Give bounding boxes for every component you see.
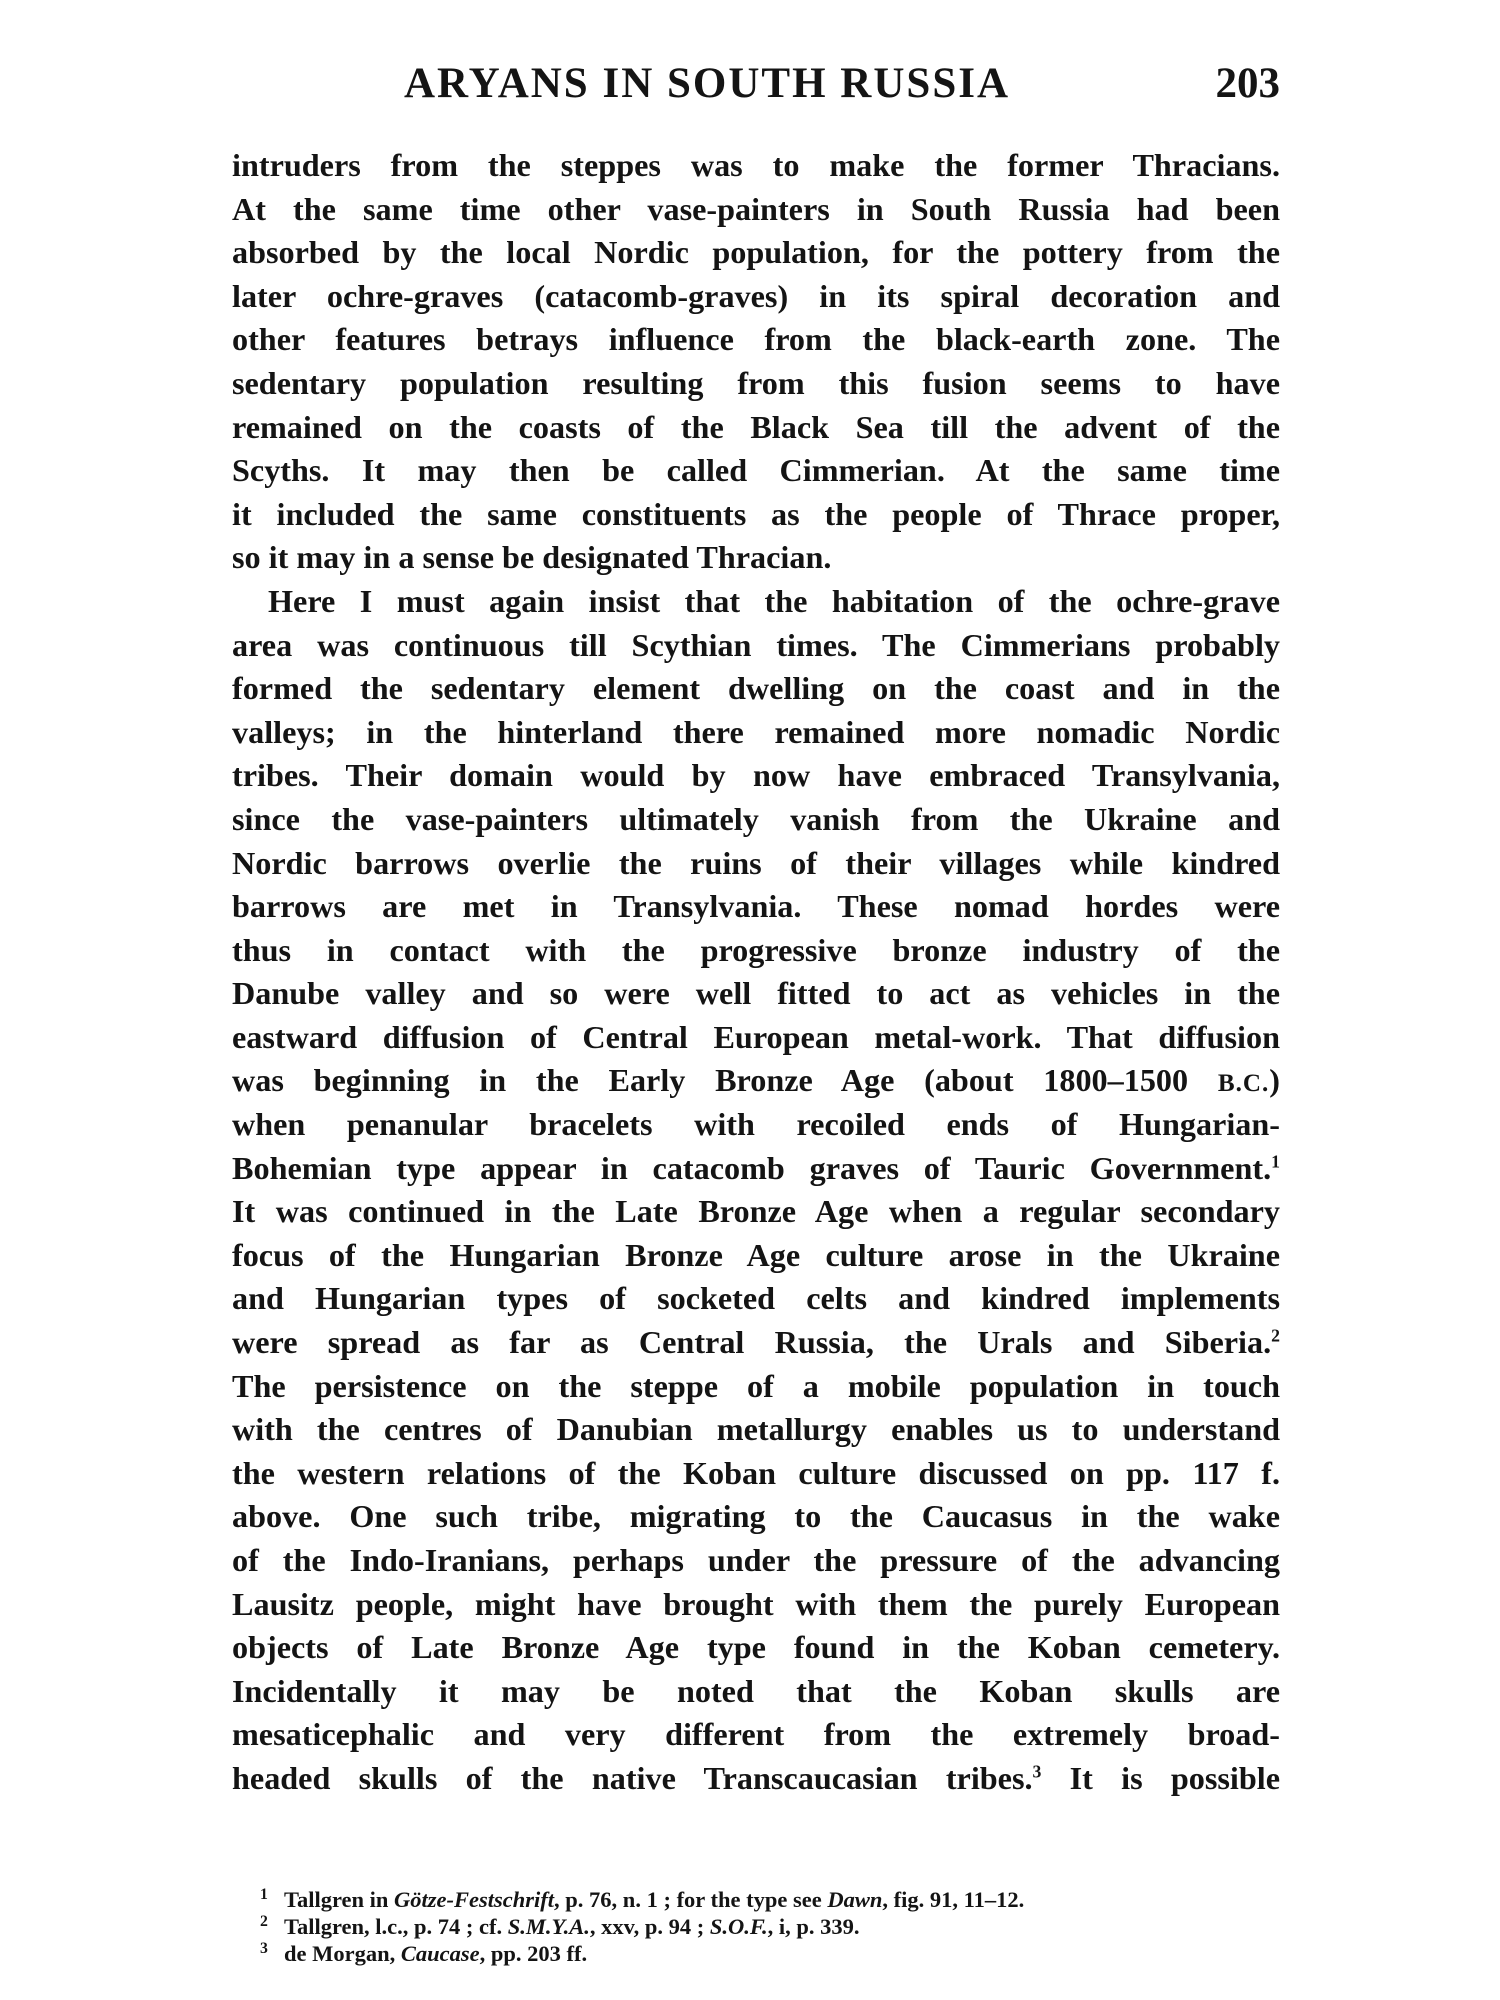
text-line: since the vase-painters ultimately vanish from the Ukraine and (232, 800, 1280, 837)
text-line: intruders from the steppes was to make the former Thracians. (232, 147, 1280, 183)
text-line: area was continuous till Scythian times. The Cimmerians probably (232, 626, 1280, 663)
footnote-text: de Morgan, (284, 1941, 401, 1966)
footnote-italic: Caucase (400, 1941, 480, 1966)
text-line: with the centres of Danubian metallurgy enables us to understand (232, 1411, 1280, 1448)
text-line: sedentary population resulting from this fusion seems to have (232, 364, 1280, 401)
text-line: when penanular bracelets with recoiled ends of Hungarian- (232, 1106, 1280, 1143)
page-number: 203 (1215, 60, 1280, 107)
footnote-text: , i, p. 339. (767, 1914, 860, 1939)
text-line: thus in contact with the progressive bronze industry of the (232, 931, 1280, 968)
text-line: valleys; in the hinterland there remained more nomadic Nordic (232, 713, 1280, 750)
text-line: remained on the coasts of the Black Sea till the advent of the (232, 408, 1280, 445)
text-line: absorbed by the local Nordic population, for the pottery from the (232, 234, 1280, 271)
text-line: tribes. Their domain would by now have embraced Transylvania, (232, 757, 1280, 794)
text-line: The persistence on the steppe of a mobile population in touch (232, 1367, 1280, 1404)
text-line: and Hungarian types of socketed celts and kindred implements (232, 1280, 1280, 1317)
footnote-text: , fig. 91, 11–12. (882, 1887, 1025, 1912)
footnote-text: , pp. 203 ff. (479, 1941, 588, 1966)
text-segment: headed skulls of the native Transcaucasian tribes. (232, 1759, 1033, 1796)
text-line: barrows are met in Transylvania. These nomad hordes were (232, 888, 1280, 925)
text-segment: It is possible (1041, 1759, 1280, 1796)
footnote-text: Tallgren in (284, 1887, 395, 1912)
body-text (232, 144, 1280, 1801)
footnote-italic: Götze-Festschrift (394, 1887, 555, 1912)
text-line-with-date (232, 1059, 1280, 1103)
footnote-2: 2 Tallgren, l.c., p. 74 ; cf. S.M.Y.A., xxv, p. 94 ; S.O.F., i, p. 339. (260, 1912, 860, 1939)
closing-paren: ) (1269, 1062, 1280, 1099)
text-segment: were spread as far as Central Russia, the Urals and Siberia. (232, 1324, 1272, 1361)
text-line: Scyths. It may then be called Cimmerian. At the same time (232, 452, 1280, 489)
footnote-ref: 3 (1032, 1761, 1042, 1782)
text-line: Nordic barrows overlie the ruins of their villages while kindred (232, 844, 1280, 881)
text-line: so it may in a sense be designated Thracian. (232, 539, 832, 576)
text-line (232, 1757, 1280, 1801)
footnote-3: 3 de Morgan, Caucase, pp. 203 ff. (260, 1939, 588, 1966)
footnote-text: , p. 76, n. 1 ; for the type see (554, 1887, 828, 1912)
text-line: it included the same constituents as the people of Thrace proper, (232, 495, 1280, 532)
footnote-ref: 2 (1271, 1325, 1280, 1346)
text-segment: was beginning in the Early Bronze Age (about 1800–1500 (232, 1062, 1218, 1099)
footnote-1: 1 Tallgren in Götze-Festschrift, p. 76, n. 1 ; for the type see Dawn, fig. 91, 11–12. (260, 1885, 1025, 1912)
text-line: Lausitz people, might have brought with them the purely European (232, 1585, 1280, 1622)
paragraph-start-line: Here I must again insist that the habitation of the ochre-grave (268, 582, 1280, 619)
footnote-text: , xxv, p. 94 ; (589, 1914, 710, 1939)
text-line: above. One such tribe, migrating to the Caucasus in the wake (232, 1498, 1280, 1535)
footnote-italic: S.M.Y.A. (507, 1914, 590, 1939)
text-segment: Bohemian type appear in catacomb graves of Tauric Government. (232, 1149, 1272, 1186)
text-line (232, 1321, 1280, 1365)
text-line: At the same time other vase-painters in South Russia had been (232, 190, 1280, 227)
running-head (232, 56, 1280, 116)
footnote-text: Tallgren, l.c., p. 74 ; cf. (284, 1914, 508, 1939)
text-line: Danube valley and so were well fitted to act as vehicles in the (232, 975, 1280, 1012)
text-line: Incidentally it may be noted that the Koban skulls are (232, 1672, 1280, 1709)
text-line (232, 1147, 1280, 1191)
bc-abbrev: B.C. (1217, 1070, 1270, 1098)
footnote-italic: S.O.F. (709, 1914, 768, 1939)
footnotes (260, 1886, 1280, 1967)
text-line: the western relations of the Koban culture discussed on pp. 117 f. (232, 1454, 1280, 1491)
text-line: formed the sedentary element dwelling on the coast and in the (232, 670, 1280, 707)
text-line: of the Indo-Iranians, perhaps under the pressure of the advancing (232, 1542, 1280, 1578)
footnote-italic: Dawn (827, 1887, 883, 1912)
text-line: focus of the Hungarian Bronze Age culture arose in the Ukraine (232, 1236, 1280, 1273)
text-line: eastward diffusion of Central European metal-work. That diffusion (232, 1018, 1280, 1055)
text-line: objects of Late Bronze Age type found in the Koban cemetery. (232, 1629, 1280, 1666)
footnote-ref: 1 (1271, 1150, 1280, 1171)
text-line: It was continued in the Late Bronze Age when a regular secondary (232, 1193, 1280, 1230)
running-title: ARYANS IN SOUTH RUSSIA (404, 60, 1011, 107)
text-line: other features betrays influence from the black-earth zone. The (232, 321, 1280, 358)
text-line: later ochre-graves (catacomb-graves) in its spiral decoration and (232, 277, 1280, 314)
text-line: mesaticephalic and very different from the extremely broad- (232, 1716, 1280, 1753)
